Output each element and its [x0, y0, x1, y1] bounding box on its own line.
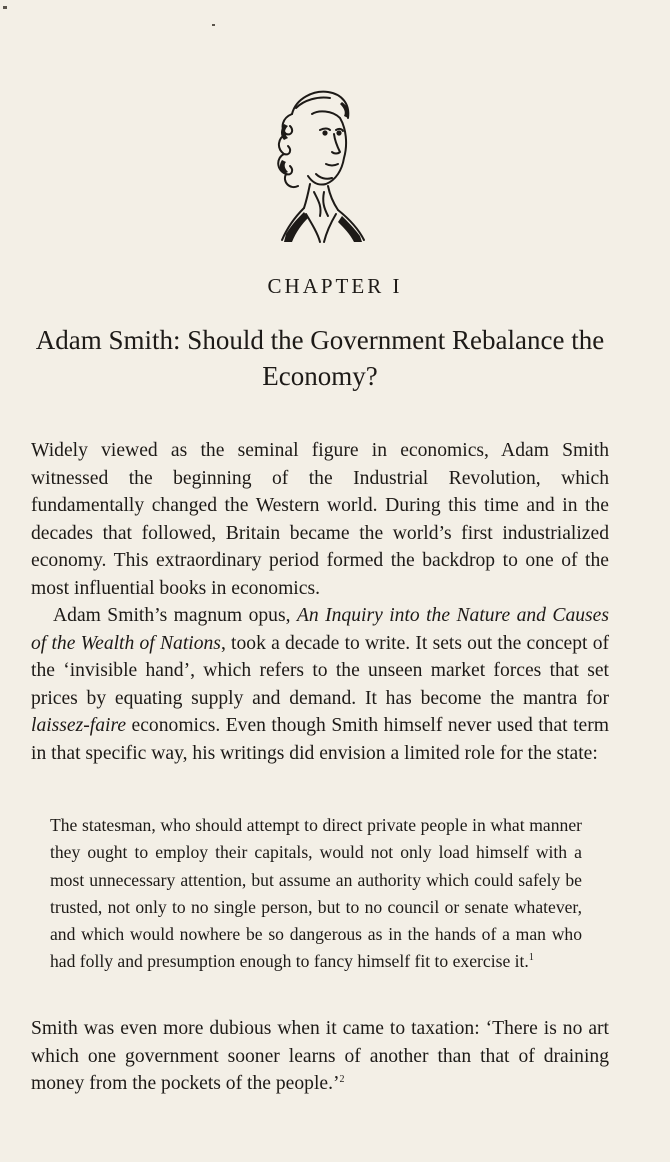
paragraph-2-end: economics. Even though Smith himself never used that term in that specific way, his writings did envision a limited role for the state:: [31, 715, 609, 764]
paragraph-2-intro: Adam Smith’s magnum opus,: [53, 605, 297, 626]
book-title: An Inquiry into the Nature and Causes of the Wealth of Nations: [31, 605, 609, 654]
paragraph-3: [31, 1015, 609, 1098]
chapter-title: Adam Smith: Should the Government Rebalance the Economy?: [35, 325, 605, 391]
block-quote: [50, 812, 582, 976]
ink-speck: [3, 6, 7, 9]
ink-speck: [212, 24, 215, 26]
adam-smith-portrait: [262, 84, 374, 244]
chapter-number: CHAPTER I: [267, 274, 403, 298]
footnote-ref-2: 2: [339, 1074, 345, 1085]
paragraph-2-middle: , took a decade to write. It sets out the concept of the ‘invisible hand’, which refers to the unseen market forces that set prices by equating supply and demand. It has become the mantra for: [31, 632, 610, 709]
quote-text: The statesman, who should attempt to direct private people in what manner they ought to employ their capitals, would not only load himself with a most unnecessary attention, but assume an authority which could safely be trusted, not only to no single person, but to no council or senate whatever, and which would nowhere be so dangerous as in the hands of a man who had folly and presumption enough to fancy himself fit to exercise it.: [50, 815, 582, 972]
footnote-ref-1: 1: [528, 952, 534, 964]
paragraph-3-text: Smith was even more dubious when it came to taxation: ‘There is no art which one government sooner learns of another than that of draining money from the pockets of the people.’: [31, 1018, 609, 1094]
paragraph-2: [31, 602, 609, 767]
paragraph-1: Widely viewed as the seminal figure in economics, Adam Smith witnessed the beginning of the Industrial Revolution, which fundamentally changed the Western world. During this time and in the decades that followed, Britain became the world’s first industrialized economy. This extraordinary period formed the backdrop to one of the most influential books in economics.: [31, 440, 609, 599]
laissez-faire-term: laissez-faire: [31, 715, 127, 736]
